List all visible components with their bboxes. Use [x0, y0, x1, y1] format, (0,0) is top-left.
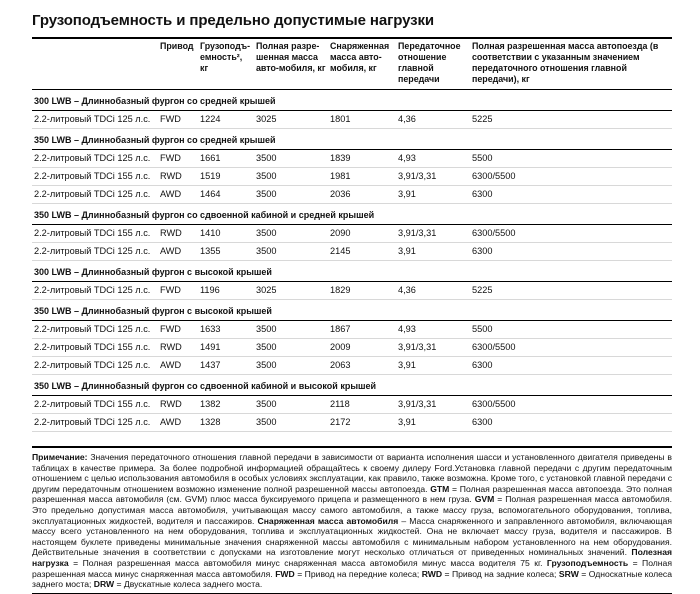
note-gtm: GTM	[430, 483, 450, 494]
header-payload: Грузоподъ-емность², кг	[198, 38, 254, 90]
gtm-cell: 6300/5500	[470, 225, 672, 243]
gtm-cell: 6300	[470, 243, 672, 261]
table-row	[32, 339, 672, 357]
table-row	[32, 321, 672, 339]
axle-ratio-cell: 3,91	[396, 186, 470, 204]
axle-ratio-cell: 3,91/3,31	[396, 339, 470, 357]
drive-cell: AWD	[158, 186, 198, 204]
drive-cell: RWD	[158, 225, 198, 243]
curb-weight-cell: 1801	[328, 111, 396, 129]
curb-weight-cell: 2118	[328, 396, 396, 414]
section-title: 300 LWB – Длиннобазный фургон с высокой крышей	[32, 261, 672, 282]
engine-cell: 2.2-литровый TDCi 125 л.с.	[32, 282, 158, 300]
table-row	[32, 357, 672, 375]
gtm-cell: 5500	[470, 150, 672, 168]
section-header-row	[32, 375, 672, 396]
section-header-row	[32, 261, 672, 282]
axle-ratio-cell: 3,91	[396, 414, 470, 432]
gtm-cell: 6300/5500	[470, 339, 672, 357]
axle-ratio-cell: 3,91/3,31	[396, 168, 470, 186]
note-part-10: = Двускатные колеса заднего моста.	[114, 579, 263, 590]
table-row	[32, 225, 672, 243]
engine-cell: 2.2-литровый TDCi 155 л.с.	[32, 225, 158, 243]
header-engine	[32, 38, 158, 90]
axle-ratio-cell: 4,93	[396, 321, 470, 339]
gvm-cell: 3025	[254, 282, 328, 300]
payload-cell: 1464	[198, 186, 254, 204]
axle-ratio-cell: 3,91	[396, 357, 470, 375]
gtm-cell: 6300	[470, 414, 672, 432]
engine-cell: 2.2-литровый TDCi 125 л.с.	[32, 150, 158, 168]
gtm-cell: 6300/5500	[470, 396, 672, 414]
page-title: Грузоподъемность и предельно допустимые нагрузки	[32, 12, 435, 29]
payload-cell: 1437	[198, 357, 254, 375]
curb-weight-cell: 1839	[328, 150, 396, 168]
note-part-8: = Привод на задние колеса;	[442, 568, 559, 579]
payload-cell: 1661	[198, 150, 254, 168]
note-srw: SRW	[558, 568, 579, 579]
document-page	[32, 12, 672, 594]
engine-cell: 2.2-литровый TDCi 125 л.с.	[32, 111, 158, 129]
section-title: 350 LWB – Длиннобазный фургон со сдвоенной кабиной и высокой крышей	[32, 375, 672, 396]
gvm-cell: 3500	[254, 150, 328, 168]
gtm-cell: 6300/5500	[470, 168, 672, 186]
table-row	[32, 186, 672, 204]
section-title: 350 LWB – Длиннобазный фургон со средней крышей	[32, 129, 672, 150]
note-part-7: = Привод на передние колеса;	[294, 568, 422, 579]
drive-cell: FWD	[158, 321, 198, 339]
table-row	[32, 150, 672, 168]
table-row	[32, 168, 672, 186]
note-drw: DRW	[93, 579, 115, 590]
section-header-row	[32, 129, 672, 150]
engine-cell: 2.2-литровый TDCi 125 л.с.	[32, 321, 158, 339]
header-gtm: Полная разрешенная масса автопоезда (в соответствии с указанным значением передаточного отношения главной передачи), кг	[470, 38, 672, 90]
gtm-cell: 6300	[470, 357, 672, 375]
curb-weight-cell: 2172	[328, 414, 396, 432]
curb-weight-cell: 2009	[328, 339, 396, 357]
drive-cell: RWD	[158, 168, 198, 186]
gtm-cell: 6300	[470, 186, 672, 204]
engine-cell: 2.2-литровый TDCi 125 л.с.	[32, 357, 158, 375]
note-label: Примечание:	[32, 452, 88, 462]
header-gvm: Полная разре-шенная масса авто-мобиля, кг	[254, 38, 328, 90]
gtm-cell: 5500	[470, 321, 672, 339]
note-part-6: = Полная разрешенная масса минус снаряженная масса автомобиля.	[32, 557, 672, 579]
gtm-cell: 5225	[470, 282, 672, 300]
payload-cell: 1633	[198, 321, 254, 339]
engine-cell: 2.2-литровый TDCi 125 л.с.	[32, 186, 158, 204]
gvm-cell: 3500	[254, 225, 328, 243]
axle-ratio-cell: 3,91/3,31	[396, 225, 470, 243]
engine-cell: 2.2-литровый TDCi 155 л.с.	[32, 168, 158, 186]
payload-cell: 1355	[198, 243, 254, 261]
gtm-cell: 5225	[470, 111, 672, 129]
drive-cell: FWD	[158, 111, 198, 129]
gvm-cell: 3500	[254, 186, 328, 204]
axle-ratio-cell: 4,93	[396, 150, 470, 168]
drive-cell: AWD	[158, 357, 198, 375]
payload-cell: 1491	[198, 339, 254, 357]
gvm-cell: 3500	[254, 357, 328, 375]
load-capacity-table	[32, 37, 672, 432]
engine-cell: 2.2-литровый TDCi 155 л.с.	[32, 339, 158, 357]
gvm-cell: 3500	[254, 243, 328, 261]
note-rwd: RWD	[421, 568, 443, 579]
curb-weight-cell: 2090	[328, 225, 396, 243]
gvm-cell: 3025	[254, 111, 328, 129]
note-payload: Полезная нагрузка	[32, 547, 672, 568]
table-row	[32, 243, 672, 261]
curb-weight-cell: 1829	[328, 282, 396, 300]
payload-cell: 1519	[198, 168, 254, 186]
header-drive: Привод	[158, 38, 198, 90]
note-gruz: Грузоподъемность	[546, 557, 629, 568]
note-part-2: = Полная разрешенная масса автопоезда. Это полная разрешенная масса автомобиля (см. GVM) плюс масса буксируемого прицепа и размещенного в нем груза.	[32, 483, 672, 505]
note-part-1: Значения передаточного отношения главной передачи в зависимости от варианта исполнения шасси и установленного двигателя приведены в таблицах в качестве примера. За более подробной информацией обращайтесь к своему дилеру Ford.Установка главной передачи с другим передаточным отношением с целью использования автомобиля в особых условиях эксплуатации, как правило, также возможна. Кроме того, с установкой главной передачи с другим передаточным отношением возможно изменение полной разрешенной массы автопоезда.	[32, 452, 672, 494]
engine-cell: 2.2-литровый TDCi 155 л.с.	[32, 396, 158, 414]
note-curb: Снаряженная масса автомобиля	[257, 515, 399, 526]
curb-weight-cell: 1981	[328, 168, 396, 186]
axle-ratio-cell: 4,36	[396, 282, 470, 300]
note-part-3: = Полная разрешенная масса автомобиля. Это предельно допустимая масса автомобиля, учитывающая массу самого автомобиля, а также массу груза, вспомогательного оборудования, топлива, эксплуатационных жидкостей, водителя и пассажиров.	[32, 494, 672, 526]
curb-weight-cell: 2036	[328, 186, 396, 204]
drive-cell: FWD	[158, 150, 198, 168]
note-part-9: = Односкатные колеса заднего моста;	[32, 568, 673, 590]
table-row	[32, 282, 672, 300]
curb-weight-cell: 2145	[328, 243, 396, 261]
section-header-row	[32, 204, 672, 225]
gvm-cell: 3500	[254, 396, 328, 414]
payload-cell: 1410	[198, 225, 254, 243]
footnote-text	[32, 452, 672, 590]
section-title: 350 LWB – Длиннобазный фургон с высокой крышей	[32, 300, 672, 321]
gvm-cell: 3500	[254, 339, 328, 357]
table-row	[32, 396, 672, 414]
drive-cell: RWD	[158, 339, 198, 357]
payload-cell: 1224	[198, 111, 254, 129]
axle-ratio-cell: 4,36	[396, 111, 470, 129]
drive-cell: RWD	[158, 396, 198, 414]
section-title: 350 LWB – Длиннобазный фургон со сдвоенной кабиной и средней крышей	[32, 204, 672, 225]
header-curb-weight: Снаряженная масса авто-мобиля, кг	[328, 38, 396, 90]
header-axle-ratio: Передаточное отношение главной передачи	[396, 38, 470, 90]
curb-weight-cell: 2063	[328, 357, 396, 375]
section-header-row	[32, 300, 672, 321]
axle-ratio-cell: 3,91/3,31	[396, 396, 470, 414]
gvm-cell: 3500	[254, 168, 328, 186]
gvm-cell: 3500	[254, 414, 328, 432]
engine-cell: 2.2-литровый TDCi 125 л.с.	[32, 414, 158, 432]
note-part-5: = Полная разрешенная масса автомобиля минус снаряженная масса автомобиля минус масса водителя 75 кг.	[68, 557, 547, 568]
payload-cell: 1196	[198, 282, 254, 300]
section-title: 300 LWB – Длиннобазный фургон со средней крышей	[32, 90, 672, 111]
axle-ratio-cell: 3,91	[396, 243, 470, 261]
drive-cell: FWD	[158, 282, 198, 300]
note-fwd: FWD	[275, 568, 295, 579]
table-header-row	[32, 38, 672, 90]
table-row	[32, 111, 672, 129]
section-header-row	[32, 90, 672, 111]
gvm-cell: 3500	[254, 321, 328, 339]
table-row	[32, 414, 672, 432]
drive-cell: AWD	[158, 243, 198, 261]
note-gvm: GVM	[474, 494, 495, 505]
payload-cell: 1382	[198, 396, 254, 414]
table-body	[32, 90, 672, 432]
engine-cell: 2.2-литровый TDCi 125 л.с.	[32, 243, 158, 261]
payload-cell: 1328	[198, 414, 254, 432]
note-part-4: – Масса снаряженного и заправленного автомобиля, включающая массу всего установленного на нем оборудования, топлива и эксплуатационных жидкостей. Она не включает массу груза, водителя и пассажиров. В настоящем буклете приведены минимальные значения снаряженной массы автомобиля с минимальным набором установленного на нем оборудования. Действительные значения в соответствии с допусками на изготовление могут несколько отличаться от приведенных номинальных значений.	[32, 515, 672, 558]
curb-weight-cell: 1867	[328, 321, 396, 339]
drive-cell: AWD	[158, 414, 198, 432]
